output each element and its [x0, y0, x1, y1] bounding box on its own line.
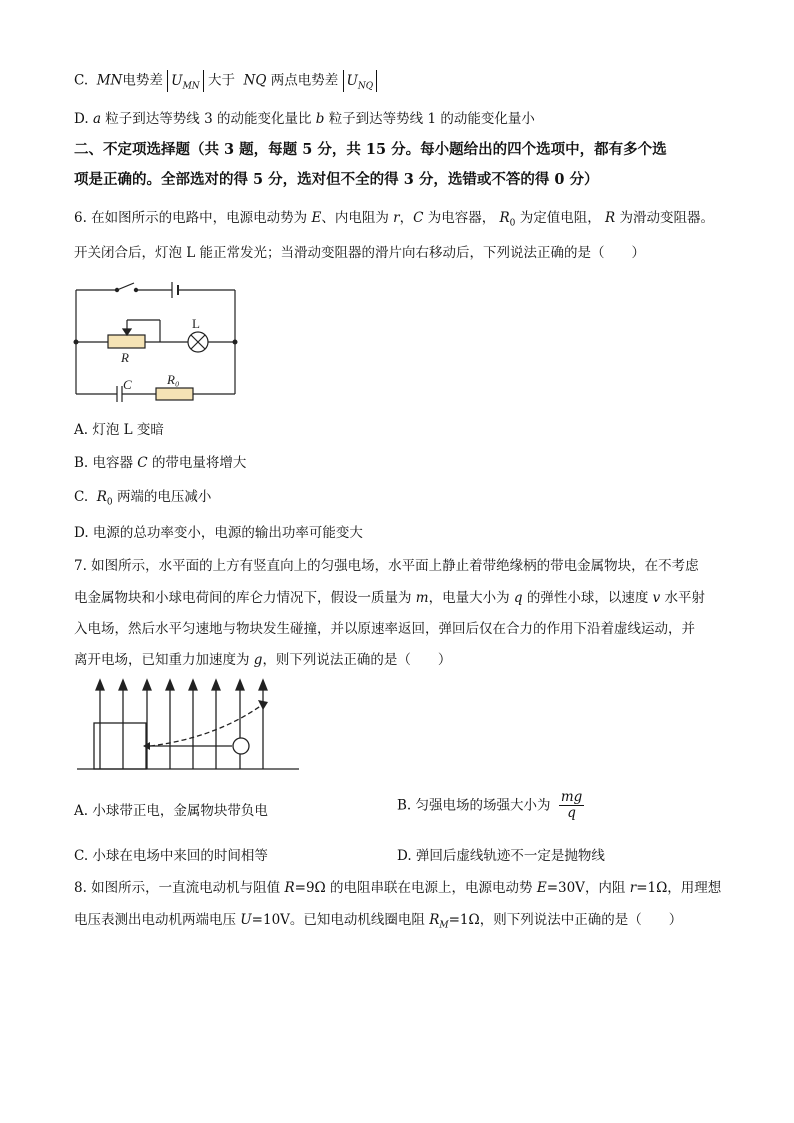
question-text: 8. 如图所示，一直流电动机与阻值 [74, 880, 281, 896]
question-text: 为电容器， [427, 210, 496, 226]
option-label: C. [74, 72, 89, 89]
resistor-label: R₀ [167, 372, 180, 387]
question-7-cont: 离开电场，已知重力加速度为 g，则下列说法正确的是（ ） [74, 652, 452, 668]
trajectory-arrow-head [258, 700, 268, 710]
question-7: 7. 如图所示，水平面的上方有竖直向上的匀强电场，水平面上静止着带绝缘柄的带电金属物块，在不考虑 [74, 558, 699, 574]
question-7-cont: 入电场，然后水平匀速地与物块发生碰撞，并以原速率返回，弹回后仅在合力的作用下沿着虚线运动，并 [74, 621, 695, 637]
option-text: 两端的电压减小 [116, 489, 212, 505]
q6-option-b: B. 电容器 C 的带电量将增大 [74, 455, 247, 471]
option-text: 的带电量将增大 [151, 455, 247, 471]
q7-option-c: C. 小球在电场中来回的时间相等 [74, 848, 268, 864]
q6-option-a: A. 灯泡 L 变暗 [74, 422, 164, 438]
question-text: 电金属物块和小球电荷间的库仑力情况下，假设一质量为 [74, 590, 412, 606]
question-text: ，则下列说法正确的是（ ） [262, 652, 452, 668]
metal-block [94, 723, 146, 769]
question-text: 为定值电阻， [519, 210, 601, 226]
option-text: 电势差 [122, 72, 163, 89]
capacitor-label: C [123, 377, 132, 392]
q6-option-c: C. $R_0$ 两端的电压减小 [74, 489, 212, 508]
q7-option-b [397, 790, 584, 821]
field-lines [96, 680, 267, 769]
question-text: 为滑动变阻器。 [619, 210, 714, 226]
option-text: 大于 [207, 72, 235, 89]
question-text: 。已知电动机线圈电阻 [289, 912, 425, 928]
symbol-MN: MN [92, 72, 123, 89]
option-text: 粒子到达等势线 3 的动能变化量比 [105, 111, 312, 127]
question-text: ，用理想 [667, 880, 722, 896]
fraction-mg-over-q: $\frac{mg}{q}$ [560, 789, 583, 821]
question-text: 6. 在如图所示的电路中，电源电动势为 [74, 210, 308, 226]
q7-option-d: D. 弹回后虚线轨迹不一定是抛物线 [397, 848, 605, 864]
symbol-NQ: NQ [239, 72, 271, 89]
ball [233, 738, 249, 754]
question-text: ，则下列说法中正确的是（ ） [479, 912, 683, 928]
question-text: ， [399, 210, 414, 226]
question-text: 电压表测出电动机两端电压 [74, 912, 236, 928]
question-8: 8. 如图所示，一直流电动机与阻值 R=9Ω 的电阻串联在电源上，电源电动势 E=30V，内阻 r=1Ω，用理想 [74, 880, 722, 896]
option-text: B. 匀强电场的场强大小为 [397, 797, 551, 814]
option-label: C. [74, 489, 89, 505]
section-heading-cont: 项是正确的。全部选对的得 5 分，选对但不全的得 3 分，选错或不答的得 0 分） [74, 171, 599, 188]
question-text: ，电量大小为 [428, 590, 510, 606]
abs-U-NQ: $U_{NQ}$ [343, 70, 378, 92]
lamp-label: L [192, 316, 200, 331]
question-6-cont: 开关闭合后，灯泡 L 能正常发光；当滑动变阻器的滑片向右移动后，下列说法正确的是（ ） [74, 245, 646, 261]
abs-U-MN: $U_{MN}$ [167, 70, 203, 92]
question-7-cont: 电金属物块和小球电荷间的库仑力情况下，假设一质量为 m，电量大小为 q 的弹性小球，以速度 v 水平射 [74, 590, 706, 606]
q7-option-a: A. 小球带正电，金属物块带负电 [74, 803, 268, 819]
section-heading: 二、不定项选择题（共 3 题，每题 5 分，共 15 分。每小题给出的四个选项中，都有多个选 [74, 141, 667, 158]
question-text: 、内电阻为 [321, 210, 389, 226]
option-text: 两点电势差 [270, 72, 339, 89]
q5-option-d: D. a 粒子到达等势线 3 的动能变化量比 b 粒子到达等势线 1 的动能变化量小 [74, 111, 535, 127]
option-text: 粒子到达等势线 1 的动能变化量小 [328, 111, 535, 127]
question-6: 6. 在如图所示的电路中，电源电动势为 E、内电阻为 r，C 为电容器， $R_0$ 为定值电阻， R 为滑动变阻器。 [74, 210, 714, 229]
option-label: D. [74, 111, 89, 127]
rheostat-label: R [121, 350, 129, 365]
question-text: 的弹性小球，以速度 [526, 590, 649, 606]
question-8-cont: 电压表测出电动机两端电压 U=10V。已知电动机线圈电阻 $R_M=1\Omega$，则下列说法中正确的是（ ） [74, 912, 683, 931]
question-text: 水平射 [664, 590, 706, 606]
question-text: ，内阻 [584, 880, 626, 896]
q6-option-d: D. 电源的总功率变小，电源的输出功率可能变大 [74, 525, 363, 541]
question-text: 离开电场，已知重力加速度为 [74, 652, 250, 668]
option-text: B. 电容器 [74, 455, 134, 471]
question-text: 的电阻串联在电源上，电源电动势 [330, 880, 533, 896]
